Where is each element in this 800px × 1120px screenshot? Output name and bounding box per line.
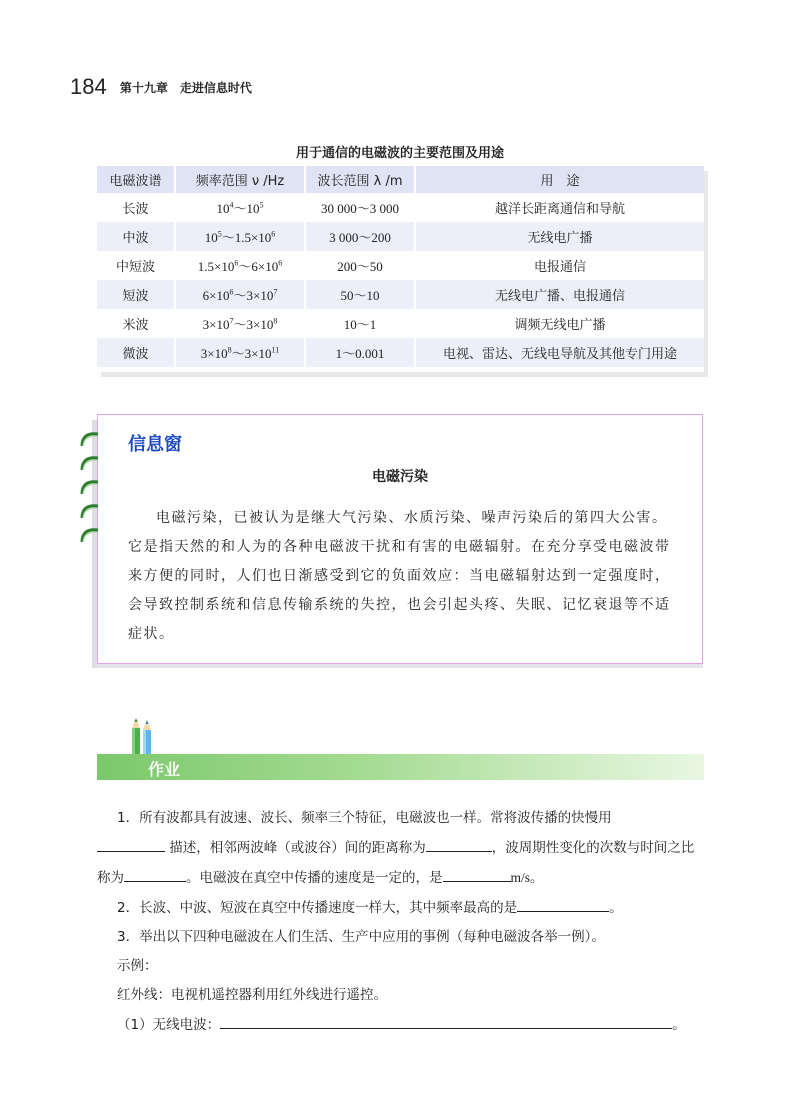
binder-ring-icon bbox=[78, 430, 106, 448]
binder-ring-icon bbox=[78, 502, 106, 520]
homework-title: 作业 bbox=[148, 760, 181, 779]
binder-rings bbox=[78, 430, 118, 550]
cell-wavelength: 1～0.001 bbox=[305, 338, 415, 367]
q1-text-d: 。电磁波在真空中传播的速度是一定的，是 bbox=[186, 870, 443, 886]
cell-frequency: $10^4\sim 10^5$ bbox=[175, 193, 305, 222]
info-body bbox=[128, 504, 676, 649]
table-caption: 用于通信的电磁波的主要范围及用途 bbox=[295, 146, 504, 161]
table-row bbox=[97, 193, 704, 222]
cell-frequency: $3\times 10^7\sim 3\times 10^8$ bbox=[175, 309, 305, 338]
q1-text-a: 1．所有波都具有波速、波长、频率三个特征，电磁波也一样。常将波传播的快慢用 bbox=[117, 810, 612, 826]
cell-name: 短波 bbox=[97, 280, 175, 309]
cell-wavelength: 30 000～3 000 bbox=[305, 193, 415, 222]
cell-frequency: $6\times 10^6\sim 3\times 10^7$ bbox=[175, 280, 305, 309]
homework-section bbox=[97, 804, 707, 1040]
question-3: 3．举出以下四种电磁波在人们生活、生产中应用的事例（每种电磁波各举一例）。 bbox=[117, 929, 605, 945]
answer-blank[interactable] bbox=[220, 1010, 672, 1029]
cell-name: 长波 bbox=[122, 202, 149, 217]
table-row bbox=[97, 222, 704, 251]
cell-name: 米波 bbox=[122, 318, 149, 333]
cell-frequency: $1.5\times 10^6\sim 6\times 10^6$ bbox=[175, 251, 305, 280]
question-1 bbox=[97, 804, 707, 833]
wave-table bbox=[97, 166, 704, 372]
q1-text-b: 描述，相邻两波峰（或波谷）间的距离称为 bbox=[169, 840, 426, 856]
table-row bbox=[97, 309, 704, 338]
cell-name: 微波 bbox=[97, 338, 175, 367]
chapter-title: 第十九章 走进信息时代 bbox=[119, 80, 252, 95]
cell-use: 调频无线电广播 bbox=[415, 309, 704, 338]
item1-end: 。 bbox=[672, 1017, 686, 1033]
info-window-title: 信息窗 bbox=[128, 434, 182, 455]
q2-end: 。 bbox=[609, 900, 623, 916]
page-header bbox=[70, 74, 252, 100]
item-1 bbox=[97, 1010, 707, 1040]
table-row bbox=[97, 280, 704, 309]
example-label: 示例： bbox=[117, 958, 158, 974]
q1-text-c: ，波周期性变化的次数与时间之比称为 bbox=[97, 840, 695, 886]
cell-use: 无线电广播、电报通信 bbox=[415, 280, 704, 309]
header-wavelength: 波长范围 λ /m bbox=[305, 166, 415, 193]
item1-label: （1）无线电波： bbox=[117, 1017, 221, 1033]
answer-blank[interactable] bbox=[97, 833, 165, 852]
info-heading: 电磁污染 bbox=[372, 469, 428, 485]
cell-wavelength: 200～50 bbox=[305, 251, 415, 280]
binder-ring-icon bbox=[78, 526, 106, 544]
homework-banner bbox=[97, 754, 704, 780]
page-number: 184 bbox=[70, 74, 107, 99]
q1-unit: m/s bbox=[510, 870, 531, 885]
answer-blank[interactable] bbox=[517, 893, 609, 912]
question-2 bbox=[97, 893, 707, 923]
info-paragraph: 电磁污染，已被认为是继大气污染、水质污染、噪声污染后的第四大公害。它是指天然的和人为的各种电磁波干扰和有害的电磁辐射。在充分享受电磁波带来方便的同时，人们也日渐感受到它的负面效应：当电磁辐射达到一定强度时，会导致控制系统和信息传输系统的失控，也会引起头疼、失眠、记忆衰退等不适症状。 bbox=[128, 510, 671, 642]
cell-wavelength: 10～1 bbox=[305, 309, 415, 338]
q2-text: 2．长波、中波、短波在真空中传播速度一样大，其中频率最高的是 bbox=[117, 900, 518, 916]
header-frequency: 频率范围 ν /Hz bbox=[175, 166, 305, 193]
example-text: 红外线：电视机遥控器利用红外线进行遥控。 bbox=[117, 987, 387, 1003]
cell-name: 中短波 bbox=[115, 260, 155, 275]
table-row bbox=[97, 338, 704, 367]
answer-blank[interactable] bbox=[426, 833, 492, 852]
q1-end: 。 bbox=[530, 870, 544, 886]
table-header-row bbox=[97, 166, 704, 193]
cell-wavelength: 50～10 bbox=[305, 280, 415, 309]
header-use: 用 途 bbox=[415, 166, 704, 193]
cell-use: 电视、雷达、无线电导航及其他专门用途 bbox=[415, 338, 704, 367]
cell-name: 中波 bbox=[97, 222, 175, 251]
header-spectrum: 电磁波谱 bbox=[97, 166, 175, 193]
table-row bbox=[97, 251, 704, 280]
answer-blank[interactable] bbox=[443, 863, 511, 882]
cell-use: 越洋长距离通信和导航 bbox=[415, 193, 704, 222]
question-1-cont bbox=[97, 833, 707, 893]
cell-wavelength: 3 000～200 bbox=[305, 222, 415, 251]
cell-use: 无线电广播 bbox=[415, 222, 704, 251]
cell-frequency: $10^5\sim 1.5\times 10^6$ bbox=[175, 222, 305, 251]
cell-frequency: $3\times 10^8\sim 3\times 10^{11}$ bbox=[175, 338, 305, 367]
answer-blank[interactable] bbox=[124, 863, 186, 882]
cell-use: 电报通信 bbox=[415, 251, 704, 280]
